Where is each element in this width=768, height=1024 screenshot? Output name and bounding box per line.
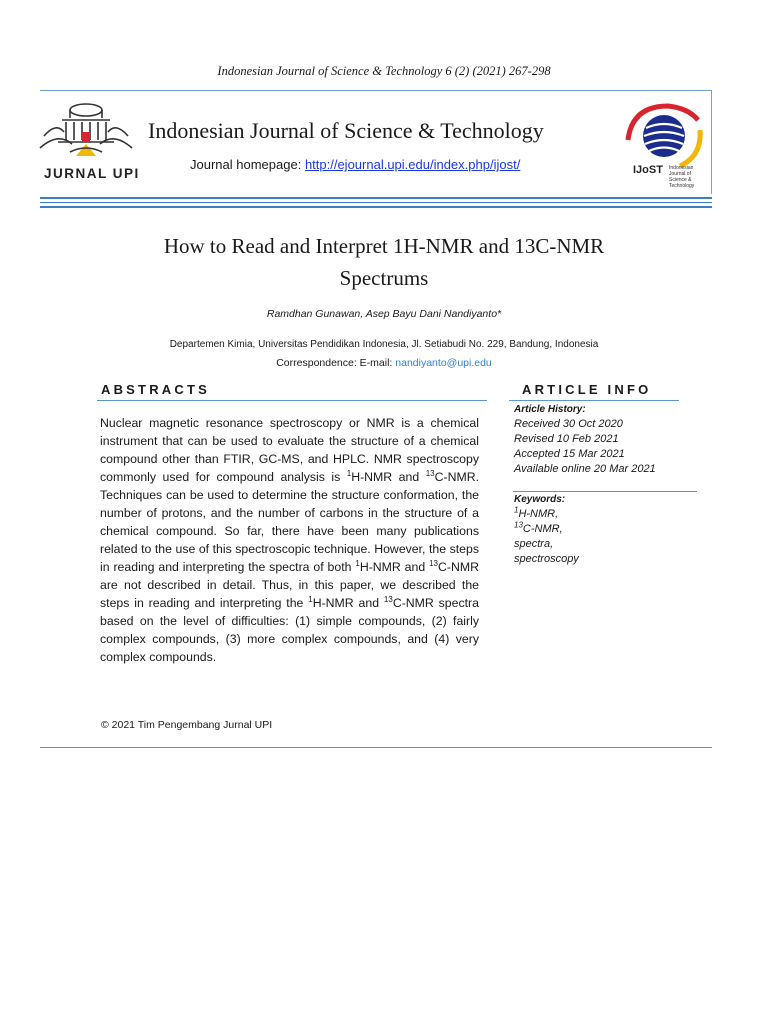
abstract-segment: C-NMR. Techniques can be used to determine the structure conformation, the number of protons, and the number of carbons in the structure of a chemical compound. So far, there have been many publications related to the use of this spectroscopic technique. However, the steps in reading and interpreting the spectra of both [100, 470, 479, 574]
abstract-text [100, 414, 479, 666]
superscript: 1 [355, 558, 360, 568]
ijost-logo-subtext: Indonesian Journal of Science & Technology [669, 165, 695, 189]
superscript: 1 [308, 594, 313, 604]
article-title-line: How to Read and Interpret 1H-NMR and 13C-NMR [163, 234, 605, 258]
abstract-segment: Nuclear magnetic resonance spectroscopy or NMR is a chemical instrument that can be used to evaluate the structure of a chemical compound other than FTIR, GC-MS, and HPLC. NMR spectroscopy commonly used for compound analysis is [100, 416, 479, 484]
abstract-segment: C-NMR are not described in detail. Thus, in this paper, we described the steps in reading and interpreting the [100, 560, 479, 610]
superscript: 1 [346, 468, 352, 478]
keyword-item: spectra, [514, 538, 554, 550]
superscript: 13 [429, 558, 438, 568]
revised-date: Revised 10 Feb 2021 [514, 433, 619, 445]
header-rule [40, 202, 712, 203]
authors: Ramdhan Gunawan, Asep Bayu Dani Nandiyanto* [266, 308, 502, 320]
ijost-logo-text: IJoST [633, 164, 663, 176]
header-top-rule [40, 90, 712, 91]
keywords [514, 492, 579, 567]
running-head: Indonesian Journal of Science & Technology 6 (2) (2021) 267-298 [217, 64, 551, 78]
homepage-link[interactable]: http://ejournal.upi.edu/index.php/ijost/ [304, 157, 521, 172]
accepted-date: Accepted 15 Mar 2021 [514, 448, 625, 460]
abstracts-heading: ABSTRACTS [101, 382, 210, 397]
article-title-line: Spectrums [339, 266, 429, 290]
footer-rule [40, 747, 712, 748]
keyword-item: spectroscopy [514, 553, 579, 565]
article-history-label: Article History: [514, 404, 586, 415]
abstracts-rule [97, 400, 487, 401]
homepage-label: Journal homepage: [190, 157, 302, 172]
journal-title: Indonesian Journal of Science & Technology [148, 118, 544, 143]
article-title [80, 230, 688, 294]
article-info-rule [509, 400, 679, 401]
abstract-segment: H-NMR and [312, 596, 384, 610]
superscript: 13 [383, 594, 393, 604]
available-date: Available online 20 Mar 2021 [514, 463, 656, 475]
affiliation: Departemen Kimia, Universitas Pendidikan Indonesia, Jl. Setiabudi No. 229, Bandung, Indonesia [169, 339, 599, 350]
keyword-text: C-NMR, [522, 523, 563, 535]
received-date: Received 30 Oct 2020 [514, 418, 623, 430]
article-history [514, 402, 656, 477]
article-info-heading: ARTICLE INFO [522, 382, 652, 397]
correspondence [0, 357, 768, 369]
header-rule [40, 206, 712, 208]
superscript: 13 [425, 468, 435, 478]
correspondence-label: Correspondence: E-mail: [276, 357, 393, 369]
keywords-label: Keywords: [514, 494, 566, 505]
superscript: 1 [514, 505, 519, 515]
superscript: 13 [514, 520, 523, 530]
journal-homepage [190, 157, 520, 172]
abstract-segment: H-NMR and [359, 560, 430, 574]
jurnal-upi-logo-text: JURNAL UPI [44, 166, 140, 181]
header-right-rule [711, 90, 712, 194]
header-rule [40, 197, 712, 199]
keyword-item [514, 507, 579, 522]
keyword-text: H-NMR, [518, 508, 559, 520]
keyword-item [514, 522, 579, 537]
copyright: © 2021 Tim Pengembang Jurnal UPI [101, 719, 273, 731]
abstract-segment: H-NMR and [351, 470, 426, 484]
correspondence-email[interactable]: nandiyanto@upi.edu [395, 357, 492, 369]
abstract-segment: C-NMR spectra based on the level of difficulties: (1) simple compounds, (2) fairly complex compounds, (3) more complex compounds, and (4) very complex compounds. [100, 596, 479, 664]
